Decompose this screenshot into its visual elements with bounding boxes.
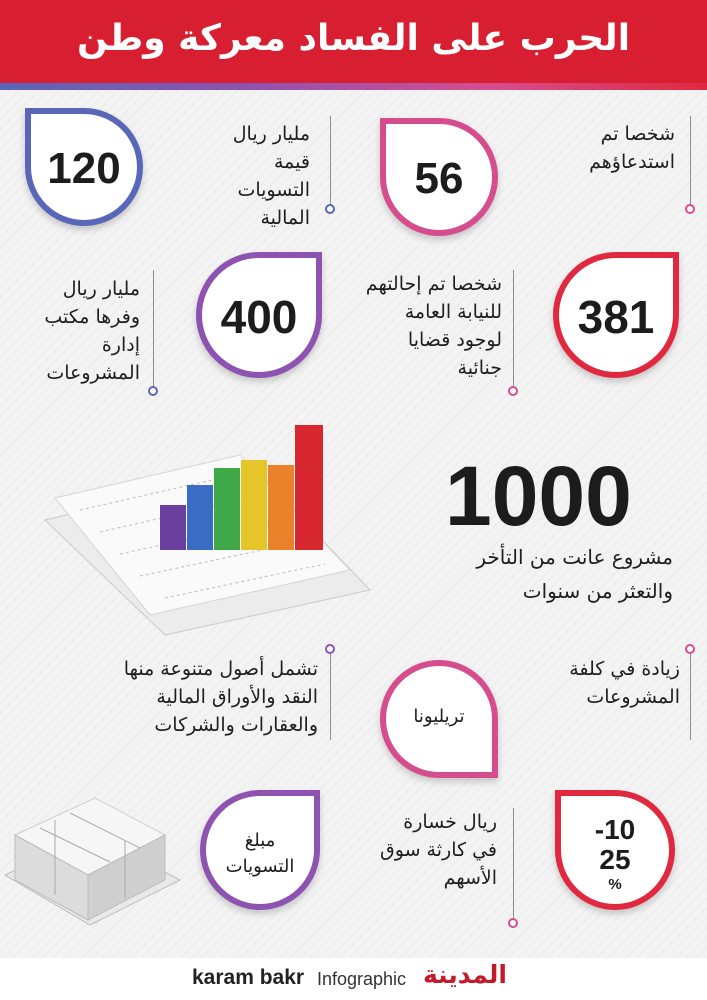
stat-text-120: مليار ريال وفرها مكتب إدارة المشروعات [44,278,140,384]
connector-line [513,270,514,388]
connector-dot [148,386,158,396]
page-title: الحرب على الفساد معركة وطن [76,18,631,59]
publisher-logo: المدينة [423,960,507,989]
stat-text-loss: ريال خسارة في كارثة سوق الأسهم [380,811,497,889]
stat-ring-percent [555,790,675,910]
stat-ring-settlements [200,790,320,910]
stat-value-settlements: مبلغ التسويات [225,830,295,877]
stat-text-assets: تشمل أصول متنوعة منها النقد والأوراق المالية والعقارات والشركات [123,658,318,736]
connector-dot [685,204,695,214]
stat-value-percent-3: % [608,876,622,893]
footer-brand: karam bakr [192,966,305,989]
stat-value-381: 381 [577,291,655,343]
stat-text-1000: مشروع عانت من التأخر والتعثر من سنوات [476,545,673,603]
stat-value-120: 120 [47,144,121,193]
stat-value-56: 56 [414,154,464,203]
stat-text-400: مليار ريال قيمة التسويات المالية [232,123,310,229]
color-stroke [0,83,707,90]
connector-line [330,650,331,740]
footer-subtitle: Infographic [317,969,407,989]
connector-line [330,116,331,208]
stat-ring-381 [553,252,679,378]
connector-dot [685,644,695,654]
stat-text-trillion: زيادة في كلفة المشروعات [569,658,680,708]
connector-dot [508,918,518,928]
stat-value-trillion: تريليونا [413,706,465,727]
stat-ring-400 [196,252,322,378]
stat-value-400: 400 [220,291,298,343]
connector-dot [325,204,335,214]
connector-dot [508,386,518,396]
stat-ring-120 [25,108,143,226]
connector-dot [325,644,335,654]
connector-line [153,270,154,388]
stat-ring-56 [380,118,498,236]
connector-line [690,650,691,740]
building-illustration [0,780,185,955]
stat-value-1000: 1000 [445,449,632,543]
connector-line [513,808,514,923]
stat-value-percent-1: -10 [594,814,636,845]
stat-text-56: شخصا تم استدعاؤهم [589,123,675,173]
connector-line [690,116,691,208]
bar-chart-illustration [25,410,385,640]
stat-text-381: شخصا تم إحالتهم للنيابة العامة لوجود قضايا جنائية [365,273,502,379]
stat-value-percent-2: 25 [599,844,631,875]
stat-ring-trillion [380,660,498,778]
